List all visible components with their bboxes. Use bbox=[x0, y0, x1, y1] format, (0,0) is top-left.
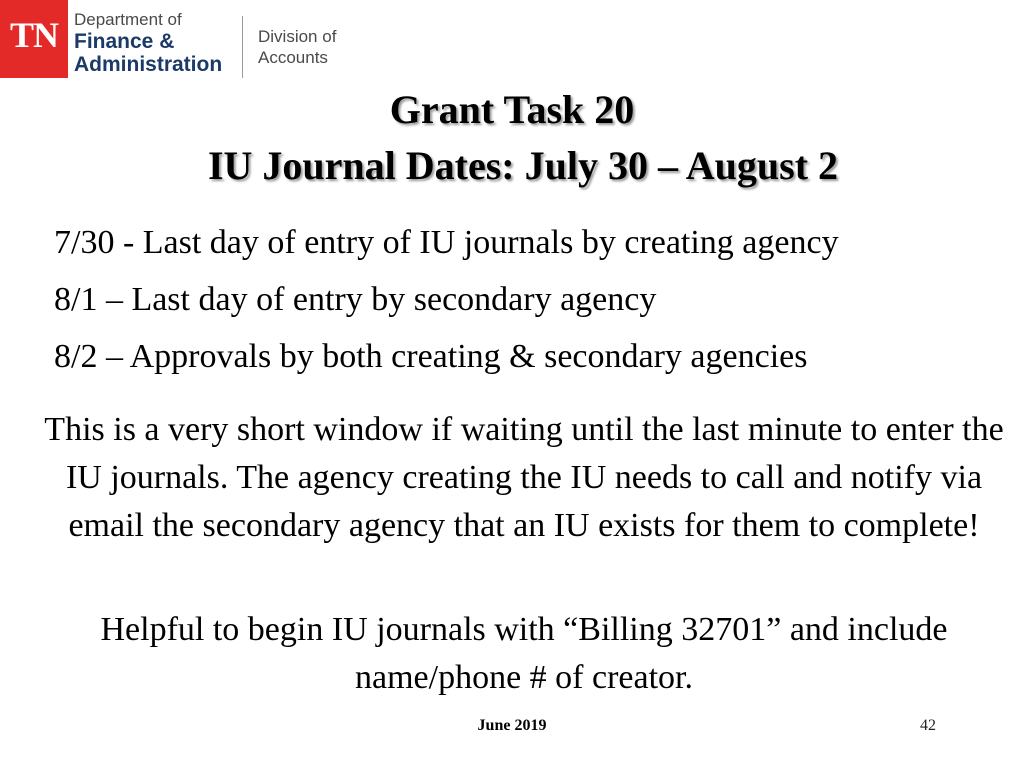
department-line-1: Department of bbox=[74, 10, 182, 29]
footer-date: June 2019 bbox=[477, 717, 547, 734]
date-list-item: 7/30 - Last day of entry of IU journals by creating agency bbox=[54, 224, 839, 261]
page-number: 42 bbox=[920, 717, 936, 734]
division-line-2: Accounts bbox=[258, 48, 328, 67]
department-line-3: Administration bbox=[74, 53, 223, 76]
date-list-item: 8/2 – Approvals by both creating & secondary agencies bbox=[54, 338, 808, 375]
slide-title-line-2: IU Journal Dates: July 30 – August 2 bbox=[207, 143, 839, 188]
department-line-2: Finance & bbox=[74, 30, 175, 53]
logo-divider bbox=[242, 16, 243, 78]
division-line-1: Division of bbox=[258, 27, 337, 46]
date-list bbox=[54, 214, 1004, 385]
division-name bbox=[258, 26, 336, 68]
agency-logo bbox=[0, 0, 350, 80]
slide-title-line-1: Grant Task 20 bbox=[389, 87, 635, 132]
tn-badge: TN bbox=[0, 0, 68, 78]
department-name bbox=[74, 10, 222, 76]
warning-paragraph: This is a very short window if waiting until the last minute to enter the IU journals. The agency creating the IU needs to call and notify via email the secondary agency that an IU exists for them to complete! bbox=[44, 411, 1004, 544]
tip-paragraph: Helpful to begin IU journals with “Billing 32701” and include name/phone # of creator. bbox=[100, 611, 948, 696]
date-list-item: 8/1 – Last day of entry by secondary agency bbox=[54, 281, 657, 318]
